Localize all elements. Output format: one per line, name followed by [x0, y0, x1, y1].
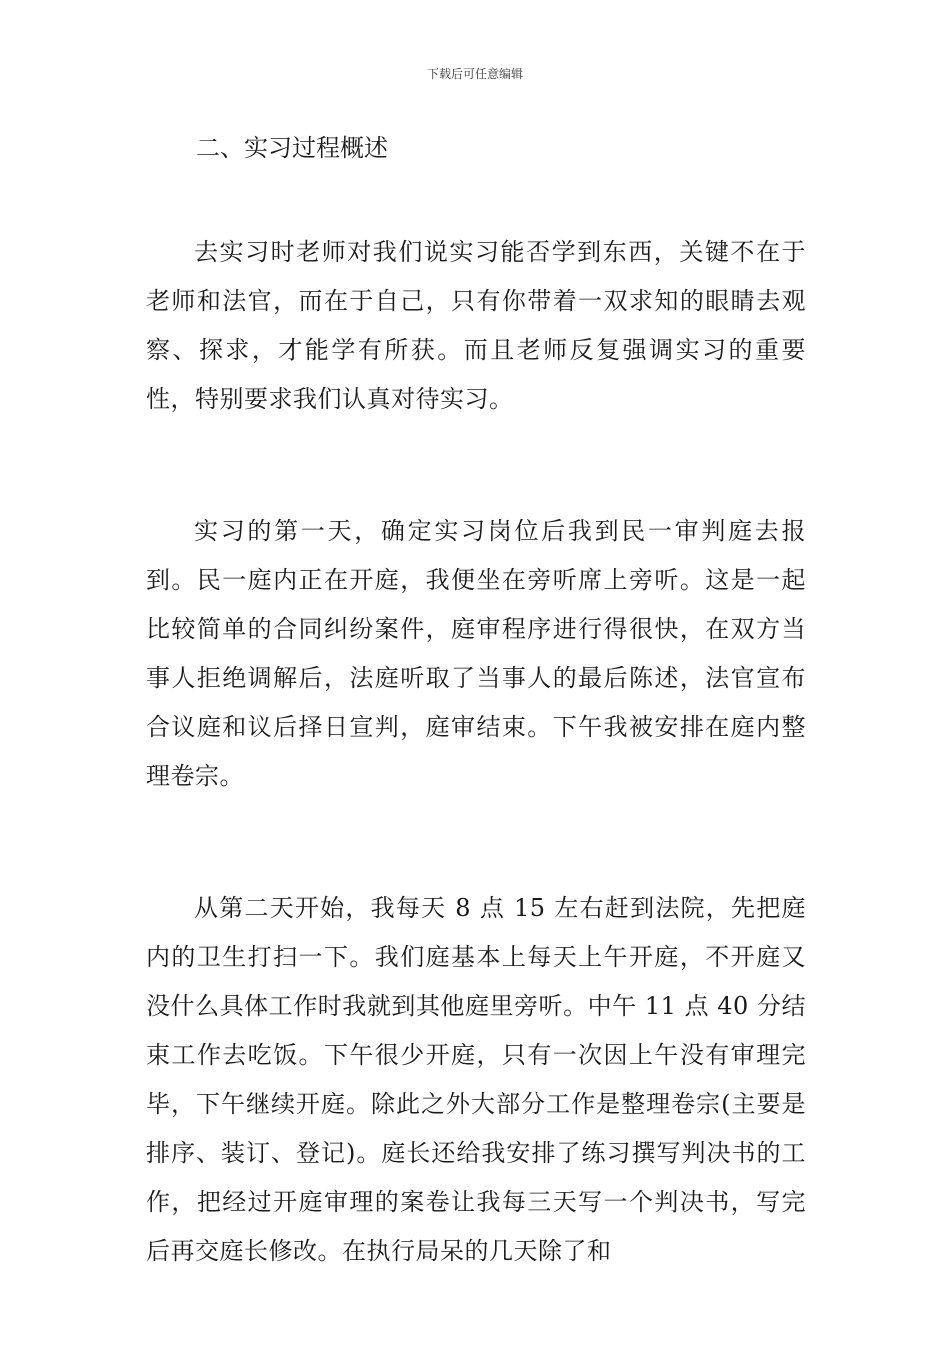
paragraph-2: 实习的第一天，确定实习岗位后我到民一审判庭去报到。民一庭内正在开庭，我便坐在旁听席上旁听。这是一起比较简单的合同纠纷案件，庭审程序进行得很快，在双方当事人拒绝调解后，法庭听取了当事人的最后陈述，法官宣布合议庭和议后择日宣判，庭审结束。下午我被安排在庭内整理卷宗。 [146, 517, 806, 790]
paragraph-1: 去实习时老师对我们说实习能否学到东西，关键不在于老师和法官，而在于自己，只有你带着一双求知的眼睛去观察、探求，才能学有所获。而且老师反复强调实习的重要性，特别要求我们认真对待实习。 [146, 238, 806, 413]
header-note: 下载后可任意编辑 [426, 67, 523, 81]
paragraph-3: 从第二天开始，我每天 8 点 15 左右赶到法院，先把庭内的卫生打扫一下。我们庭基本上每天上午开庭，不开庭又没什么具体工作时我就到其他庭里旁听。中午 11 点 40 分结束工作去吃饭。下午很少开庭，只有一次因上午没有审理完毕，下午继续开庭。除此之外大部分工作是整理卷宗(主要是排序、装订、登记)。庭长还给我安排了练习撰写判决书的工作，把经过开庭审理的案卷让我每三天写一个判决书，写完后再交庭长修改。在执行局呆的几天除了和 [146, 894, 806, 1265]
section-title: 二、实习过程概述 [196, 134, 388, 162]
document-body [146, 228, 806, 1359]
